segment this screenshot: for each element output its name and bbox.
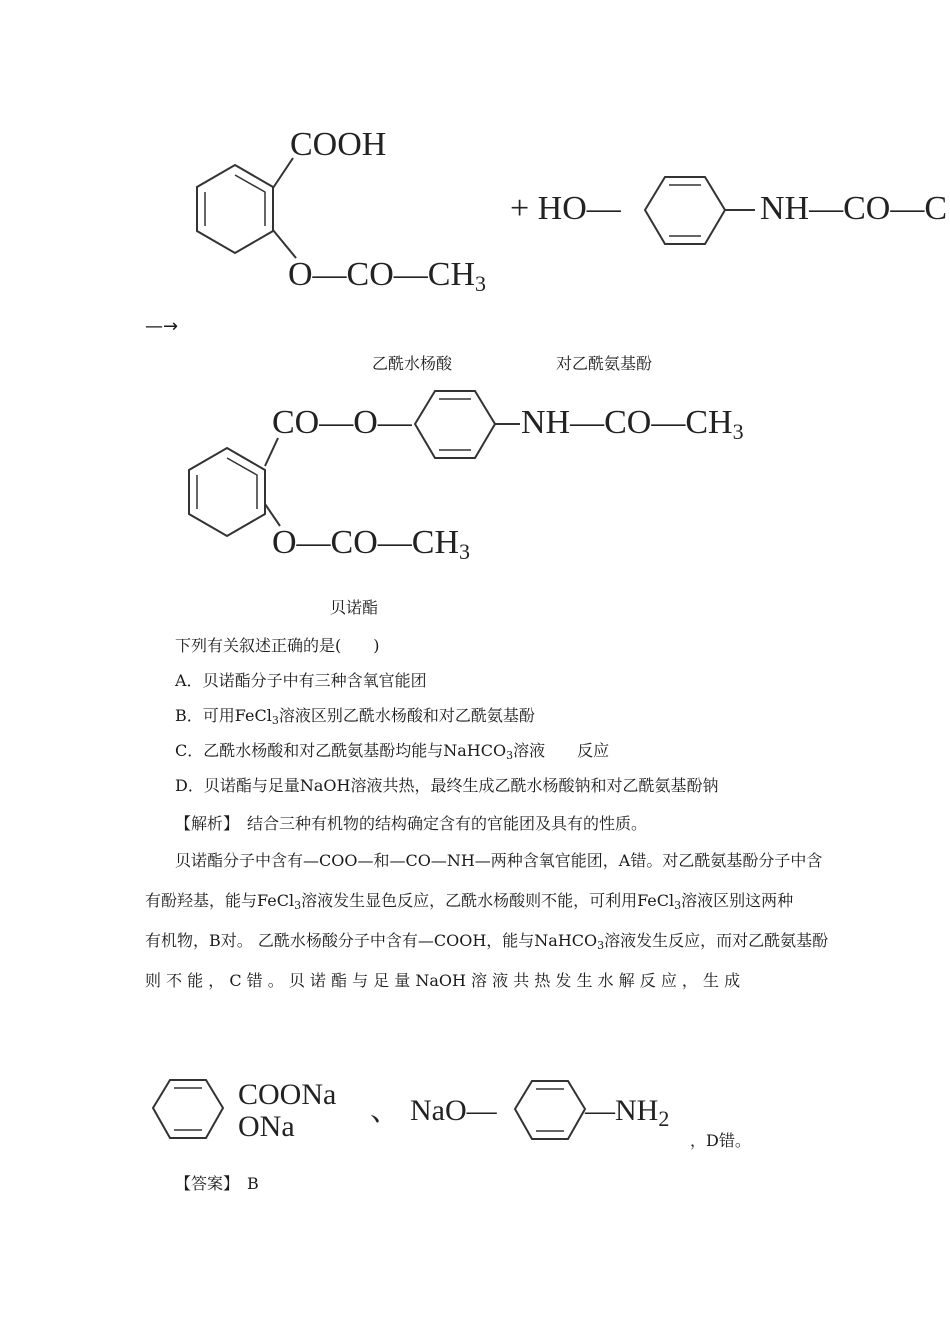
reaction-arrow-icon: —→ — [145, 316, 179, 337]
answer-value: B — [247, 1174, 259, 1193]
amide-group: NH—CO—C — [760, 190, 948, 227]
product-acetoxy-group: $O—CO—CH_3$ — [272, 524, 471, 564]
ester-linkage: CO—O— — [272, 404, 412, 441]
plus-hydroxy-group: + HO— — [510, 190, 621, 227]
label-acetylsalicylic-acid: 乙酰水杨酸 — [372, 354, 453, 373]
analysis-line: 有机物，B对。 乙酰水杨酸分子中含有—COOH，能与NaHCO3溶液发生反应，而对乙酰氨基酚 — [145, 931, 829, 952]
analysis-intro: 【解析】 结合三种有机物的结构确定含有的官能团及具有的性质。 — [175, 814, 648, 833]
sodium-carboxylate-group: COONa — [238, 1078, 337, 1111]
answer — [175, 1174, 259, 1194]
option-a: A．贝诺酯分子中有三种含氧官能团 — [175, 671, 427, 690]
carboxyl-group: COOH — [290, 126, 387, 163]
benzene-ring-icon — [410, 386, 500, 466]
sodium-phenoxide-group: ONa — [238, 1110, 295, 1143]
amino-group: $—NH_2$ — [585, 1094, 670, 1131]
analysis-line: 有酚羟基，能与FeCl3溶液发生显色反应，乙酰水杨酸则不能，可利用FeCl3溶液区别这两种 — [145, 891, 794, 912]
option-c: C．乙酰水杨酸和对乙酰氨基酚均能与NaHCO3溶液 反应 — [175, 741, 610, 762]
option-b: B．可用FeCl3溶液区别乙酰水杨酸和对乙酰氨基酚 — [175, 706, 535, 727]
answer-tag: 【答案】 — [175, 1174, 232, 1193]
analysis-line: 则 不 能 ， C 错 。 贝 诺 酯 与 足 量 NaOH 溶 液 共 热 发 生 水 解 反 应 ， 生 成 — [145, 971, 741, 990]
analysis-line: 贝诺酯分子中含有—COO—和—CO—NH—两种含氧官能团，A错。对乙酰氨基酚分子中含 — [175, 851, 823, 870]
sodium-oxide-group: NaO— — [410, 1094, 497, 1127]
label-paracetamol: 对乙酰氨基酚 — [556, 354, 653, 373]
question-stem: 下列有关叙述正确的是( ) — [175, 636, 380, 655]
label-benorilate: 贝诺酯 — [330, 598, 379, 617]
analysis-tag: 【解析】 — [175, 814, 232, 833]
benzene-ring-icon — [148, 1076, 238, 1146]
acetoxy-group: $O—CO—CH_3$ — [288, 256, 487, 296]
benzene-ring-icon — [640, 172, 730, 252]
analysis-tail: ，D错。 — [690, 1131, 751, 1150]
option-d: D．贝诺酯与足量NaOH溶液共热，最终生成乙酰水杨酸钠和对乙酰氨基酚钠 — [175, 776, 719, 795]
product-amide-group: $NH—CO—CH_3$ — [521, 404, 744, 444]
separator: 、 — [370, 1094, 400, 1127]
